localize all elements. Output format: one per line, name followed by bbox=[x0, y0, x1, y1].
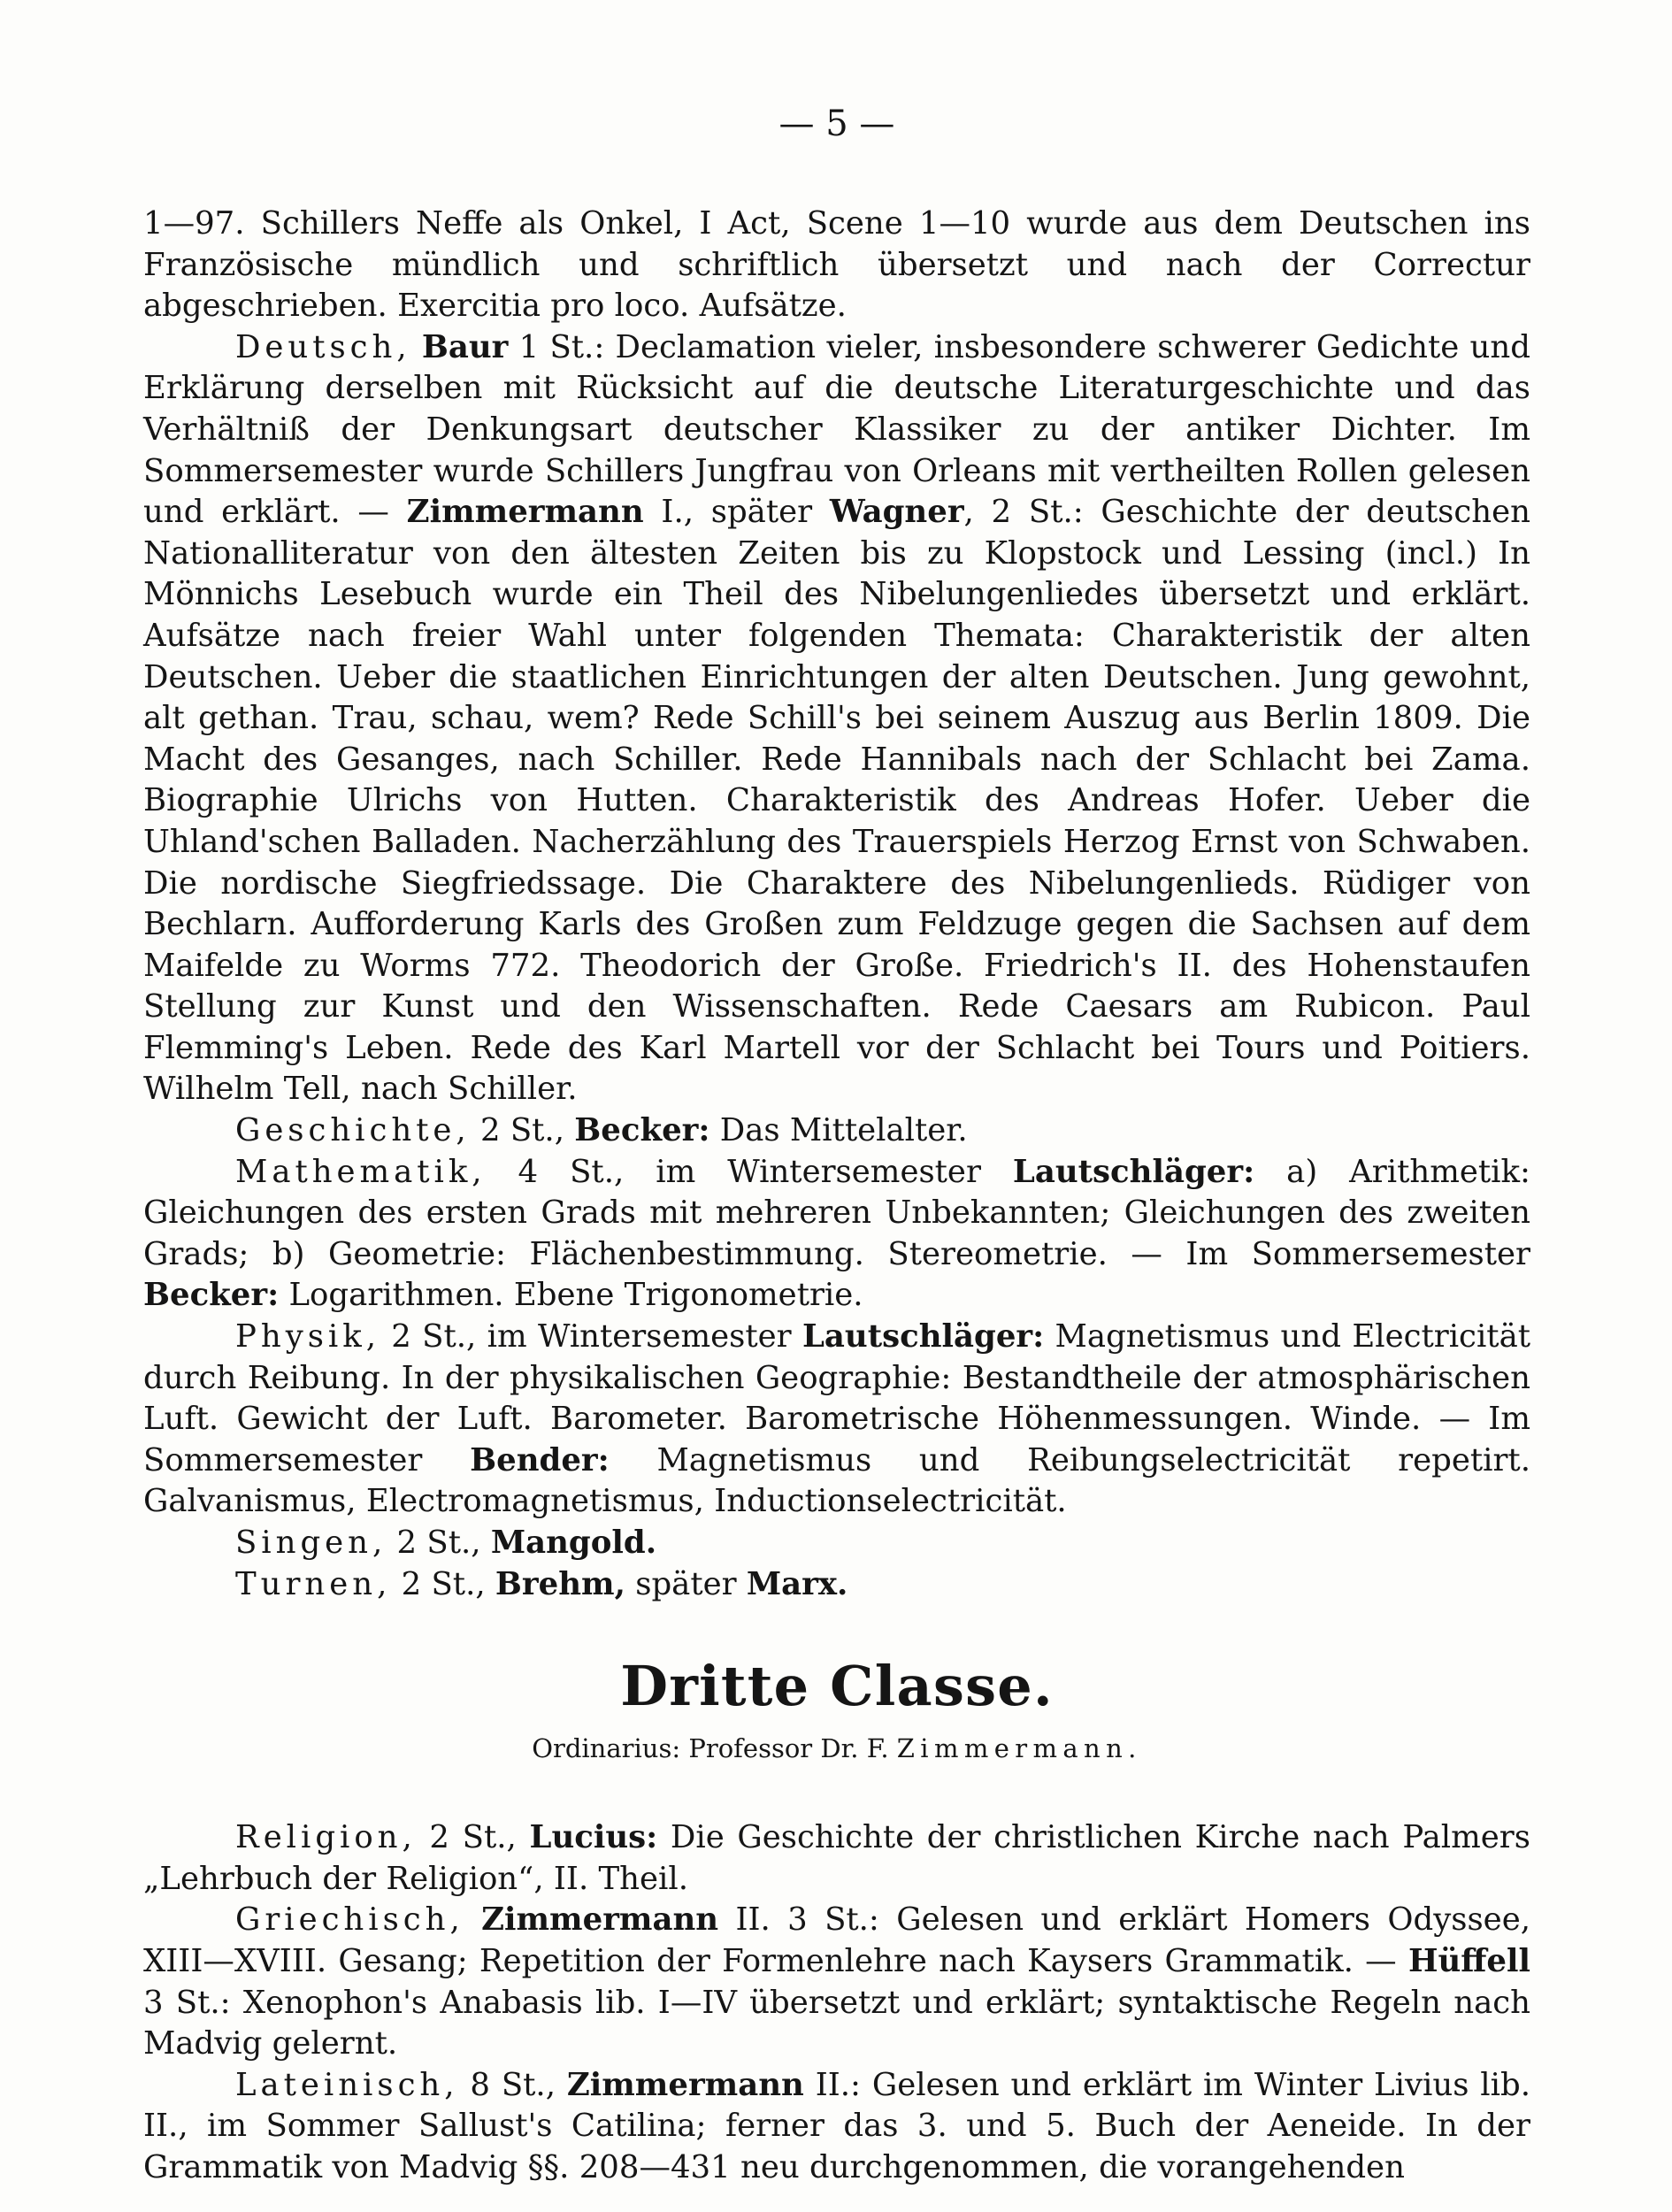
teacher-name: Becker: bbox=[574, 1112, 710, 1149]
teacher-name: Hüffell bbox=[1407, 1942, 1530, 1979]
page-number: — 5 — bbox=[778, 104, 895, 144]
section-heading: Dritte Classe. bbox=[620, 1654, 1054, 1719]
teacher-name: Zimmermann bbox=[566, 2066, 804, 2103]
ordinarius-name: Zimmermann. bbox=[896, 1733, 1142, 1764]
ordinarius-label: Ordinarius: Professor Dr. F. bbox=[532, 1733, 897, 1764]
paragraph-singen bbox=[143, 1523, 1530, 1564]
teacher-name: Mangold. bbox=[490, 1525, 657, 1561]
paragraph-physik bbox=[143, 1317, 1530, 1523]
paragraph-text: 4 St., im Wintersemester bbox=[486, 1153, 1013, 1190]
paragraph-text: 3 St.: Xenophon's Anabasis lib. I—IV übersetzt und erklärt; syntaktische Regeln nach Madvig gelernt. bbox=[143, 1984, 1530, 2062]
paragraph-text: 2 St., bbox=[470, 1112, 575, 1149]
paragraph-text: Magnetismus und Electricität durch Reibung. In der physikalischen Geographie: Bestandtheile der atmosphärischen Luft. Gewicht der Luft. Barometer. Barometrische Höhenmessungen. Winde. — Im Sommersemester bbox=[143, 1318, 1530, 1479]
subject-griechisch: Griechisch, bbox=[235, 1901, 464, 1939]
subject-deutsch: Deutsch, bbox=[235, 328, 411, 365]
paragraph-text: Das Mittelalter. bbox=[709, 1112, 968, 1149]
teacher-name: Lautschläger: bbox=[801, 1318, 1045, 1356]
paragraph-text: 2 St., im Wintersemester bbox=[380, 1318, 802, 1356]
paragraph-mathematik bbox=[143, 1152, 1530, 1317]
paragraph-text: Magnetismus und Reibungselectricität repetirt. Galvanismus, Electromagnetismus, Inductionselectricität. bbox=[143, 1441, 1530, 1520]
paragraph-text: 2 St., bbox=[416, 1819, 530, 1856]
paragraph-text: 2 St., bbox=[391, 1565, 495, 1602]
teacher-name: Zimmermann bbox=[406, 494, 644, 531]
teacher-name: Baur bbox=[421, 328, 509, 365]
paragraph-griechisch bbox=[143, 1900, 1530, 2064]
teacher-name: Marx. bbox=[746, 1565, 848, 1602]
paragraph-text: 2 St., bbox=[387, 1525, 491, 1561]
paragraph-text: später bbox=[625, 1565, 747, 1602]
teacher-name: Zimmermann bbox=[481, 1901, 719, 1939]
paragraph-geschichte bbox=[143, 1110, 1530, 1152]
paragraph-text: 1 St.: Declamation vieler, insbesondere schwerer Gedichte und Erklärung derselben mit Rücksicht auf die deutsche Literaturgeschichte und das Verhältniß der Denkungsart deutscher Klassiker zu der antiker Dichter. Im Sommersemester wurde Schillers Jungfrau von Orleans mit vertheilten Rollen gelesen und erklärt. — bbox=[143, 328, 1530, 531]
paragraph-turnen bbox=[143, 1564, 1530, 1606]
paragraph-religion bbox=[143, 1817, 1530, 1900]
paragraph-text: I., später bbox=[643, 494, 830, 531]
paragraph-french-continued: 1—97. Schillers Neffe als Onkel, I Act, Scene 1—10 wurde aus dem Deutschen ins Französische mündlich und schriftlich übersetzt und nach der Correctur abgeschrieben. Exercitia pro loco. Aufsätze. bbox=[143, 205, 1530, 325]
subject-mathematik: Mathematik, bbox=[235, 1153, 487, 1190]
teacher-name: Lucius: bbox=[529, 1819, 658, 1856]
teacher-name: Becker: bbox=[143, 1277, 280, 1314]
paragraph-deutsch bbox=[143, 327, 1530, 1110]
paragraph-text: II.: Gelesen und erklärt im Winter Livius lib. II., im Sommer Sallust's Catilina; ferner das 3. und 5. Buch der Aeneide. In der Grammatik von Madvig §§. 208—431 neu durchgenommen, die vorangehenden bbox=[143, 2066, 1531, 2185]
subject-singen: Singen, bbox=[235, 1525, 387, 1561]
paragraph-text bbox=[464, 1901, 481, 1938]
teacher-name: Brehm, bbox=[495, 1565, 625, 1602]
paragraph-text: a) Arithmetik: Gleichungen des ersten Grads mit mehreren Unbekannten; Gleichungen des zweiten Grads; b) Geometrie: Flächenbestimmung. Stereometrie. — Im Sommersemester bbox=[143, 1153, 1530, 1272]
paragraph-text: 8 St., bbox=[458, 2066, 567, 2103]
teacher-name: Lautschläger: bbox=[1012, 1153, 1255, 1190]
teacher-name: Bender: bbox=[470, 1441, 610, 1479]
subject-religion: Religion, bbox=[235, 1819, 417, 1856]
paragraph-text: , 2 St.: Geschichte der deutschen Nationalliteratur von den ältesten Zeiten bis zu Klopstock und Lessing (incl.) In Mönnichs Lesebuch wurde ein Theil des Nibelungenliedes übersetzt und erklärt. Aufsätze nach freier Wahl unter folgenden Themata: Charakteristik der alten Deutschen. Ueber die staatlichen Einrichtungen der alten Deutschen. Jung gewohnt, alt gethan. Trau, schau, wem? Rede Schill's bei seinem Auszug aus Berlin 1809. Die Macht des Gesanges, nach Schiller. Rede Hannibals nach der Schlacht bei Zama. Biographie Ulrichs von Hutten. Charakteristik des Andreas Hofer. Ueber die Uhland'schen Balladen. Nacherzählung des Trauerspiels Herzog Ernst von Schwaben. Die nordische Siegfriedssage. Die Charaktere des Nibelungenlieds. Rüdiger von Bechlarn. Aufforderung Karls des Großen zum Feldzuge gegen die Sachsen auf dem Maifelde zu Worms 772. Theodorich der Große. Friedrich's II. des Hohenstaufen Stellung zur Kunst und den Wissenschaften. Rede Caesars am Rubicon. Paul Flemming's Leben. Rede des Karl Martell vor der Schlacht bei Tours und Poitiers. Wilhelm Tell, nach Schiller. bbox=[143, 494, 1530, 1108]
subject-geschichte: Geschichte, bbox=[235, 1112, 471, 1149]
paragraph-text: II. 3 St.: Gelesen und erklärt Homers Odyssee, XIII—XVIII. Gesang; Repetition der Formenlehre nach Kaysers Grammatik. — bbox=[143, 1901, 1530, 1979]
paragraph-lateinisch bbox=[143, 2065, 1530, 2189]
subject-turnen: Turnen, bbox=[235, 1565, 392, 1602]
teacher-name: Wagner bbox=[829, 494, 964, 531]
paragraph-text: Logarithmen. Ebene Trigonometrie. bbox=[279, 1277, 863, 1314]
ordinarius-line bbox=[143, 1729, 1530, 1768]
subject-physik: Physik, bbox=[235, 1318, 380, 1356]
subject-lateinisch: Lateinisch, bbox=[235, 2066, 459, 2103]
paragraph-text: Die Geschichte der christlichen Kirche nach Palmers „Lehrbuch der Religion“, II. Theil. bbox=[143, 1819, 1530, 1897]
